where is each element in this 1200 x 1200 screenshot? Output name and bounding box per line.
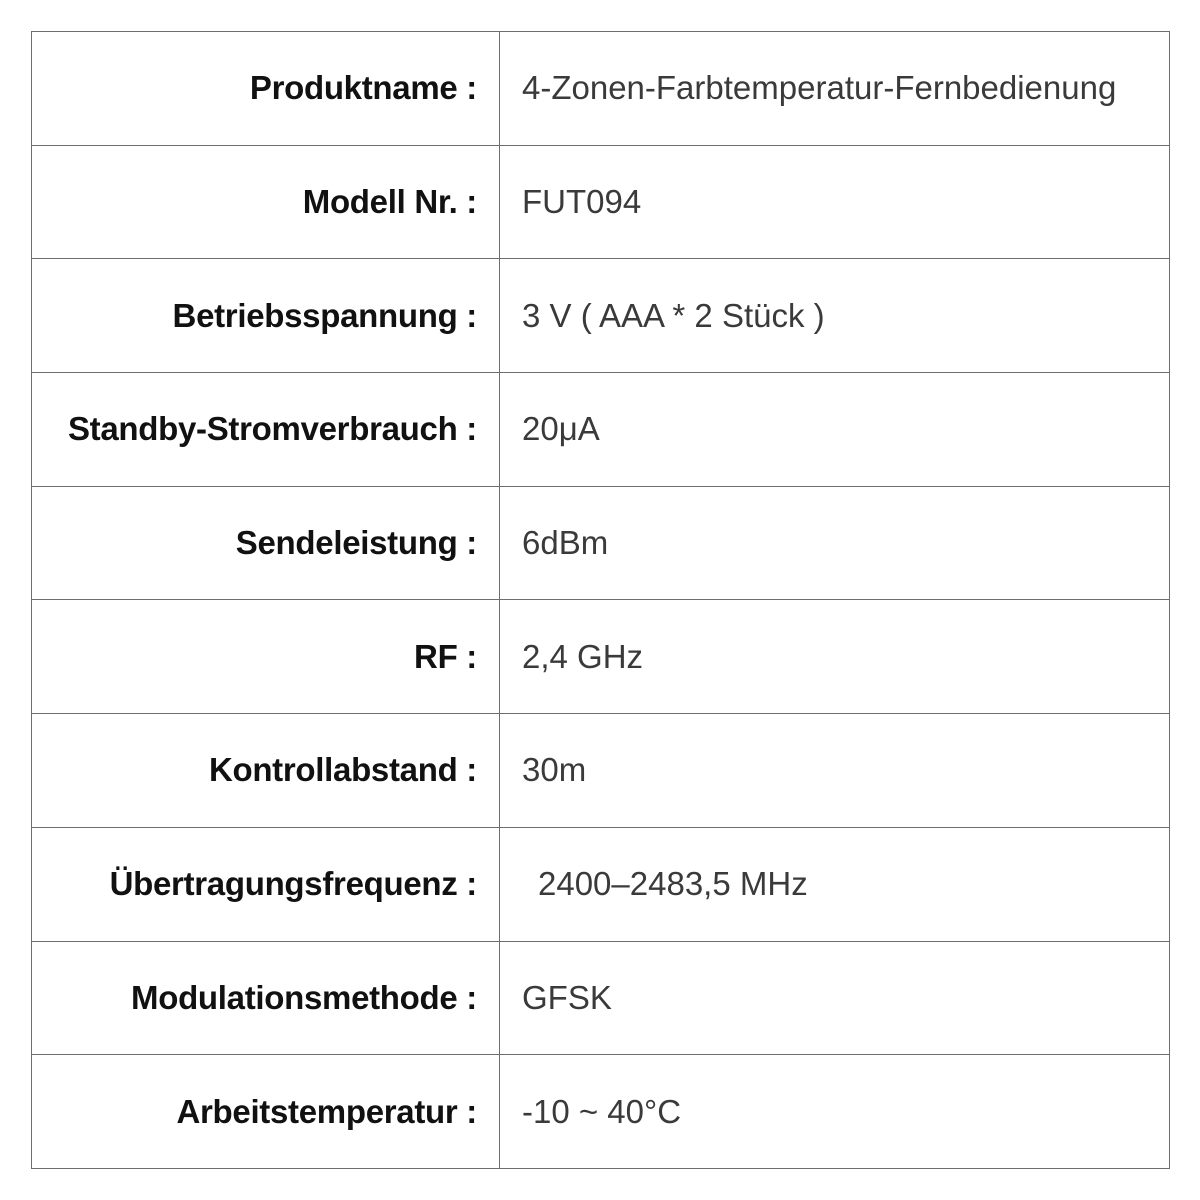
spec-label: Übertragungsfrequenz : (32, 827, 500, 941)
spec-label: Produktname : (32, 32, 500, 146)
spec-row-control-distance (32, 714, 1170, 828)
spec-value: 2400–2483,5 MHz (500, 827, 1170, 941)
spec-label: Modulationsmethode : (32, 941, 500, 1055)
spec-label: Standby-Stromverbrauch : (32, 373, 500, 487)
spec-label: Arbeitstemperatur : (32, 1055, 500, 1169)
spec-value: GFSK (500, 941, 1170, 1055)
spec-label: Betriebsspannung : (32, 259, 500, 373)
spec-value: 6dBm (500, 486, 1170, 600)
spec-row-product-name (32, 32, 1170, 146)
spec-row-transmission-frequency (32, 827, 1170, 941)
spec-label: Kontrollabstand : (32, 714, 500, 828)
spec-value: 30m (500, 714, 1170, 828)
spec-row-operating-voltage (32, 259, 1170, 373)
spec-value: 20μA (500, 373, 1170, 487)
spec-value: FUT094 (500, 145, 1170, 259)
spec-row-transmit-power (32, 486, 1170, 600)
spec-row-standby-current (32, 373, 1170, 487)
spec-label: Modell Nr. : (32, 145, 500, 259)
spec-value: 2,4 GHz (500, 600, 1170, 714)
spec-row-model-number (32, 145, 1170, 259)
spec-value: 3 V ( AAA * 2 Stück ) (500, 259, 1170, 373)
spec-value: -10 ~ 40°C (500, 1055, 1170, 1169)
spec-row-working-temperature (32, 1055, 1170, 1169)
spec-row-modulation-method (32, 941, 1170, 1055)
spec-row-rf (32, 600, 1170, 714)
spec-value: 4-Zonen-Farbtemperatur-Fernbedienung (500, 32, 1170, 146)
spec-label: Sendeleistung : (32, 486, 500, 600)
spec-label: RF : (32, 600, 500, 714)
specification-table (31, 31, 1170, 1169)
